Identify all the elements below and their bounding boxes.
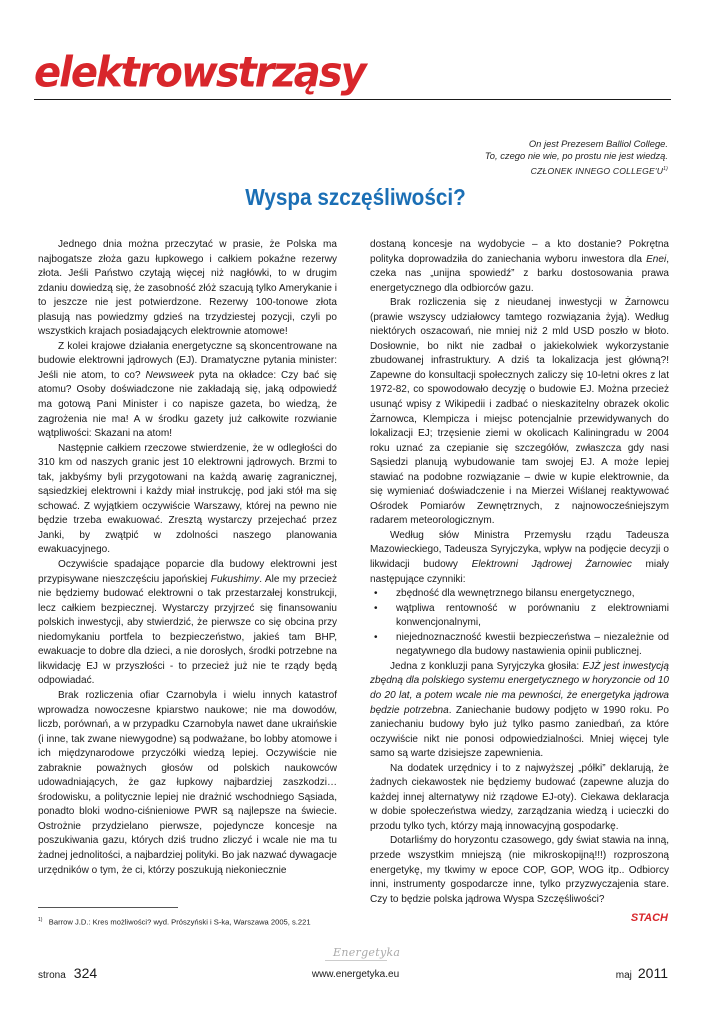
paragraph: Brak rozliczenia ofiar Czarnobyla i wielu innych katastrof wprowadza nowoczesne kpiarstwo naukowe; nie ma dowodów, liczb, porównań, a w przypadku Czarnobyla nawet dane ukraińskie (i inne, tak zwane niewygodne) są podważane, bo lobby atomowe i ich międzynarodowe przyczółki wiedzą lepiej. Oczywiście nie zabraknie poważnych głosów od polskich naukowców udowadniających, że gaz łupkowy najbardziej zaszkodzi… środowisku, a politycznie lepiej nie drażnić wschodniego Sąsiada, ponadto bloki wodno-ciśnieniowe PWR są najlepsze na świecie. Ostrożnie przydzielano pierwsze, pojedyncze koncesje na poszukiwania gazu, których dziś trudno zliczyć i wcale nie ma tu żadnej jednolitości, a najbardziej polityki. Bo jak nazwać dywagacje urzędników o tym, że ci, którzy poszukują niekoniecznie bbox=[38, 689, 337, 876]
bullet-icon: • bbox=[374, 631, 378, 643]
list-item: • wątpliwa rentowność w porównaniu z elektrowniami konwencjonalnymi, bbox=[374, 602, 669, 629]
paragraph: dostaną koncesje na wydobycie – a kto dostanie? Pokrętna polityka doprowadziła do zaniechania wyboru inwestora dla Enei, czeka nas „unijna spowiedź” z barku dostosowania prawa energetycznego dla odbiorców gazu. bbox=[370, 239, 669, 294]
magazine-section-logo: elektrowstrząsy bbox=[34, 48, 365, 98]
issue-month: maj bbox=[615, 970, 632, 981]
footer-logo-underline bbox=[325, 960, 387, 961]
footnote-number: 1) bbox=[38, 917, 43, 923]
epigraph-author-name: CZŁONEK INNEGO COLLEGE'U bbox=[530, 165, 664, 176]
emphasis: Newsweek bbox=[145, 369, 195, 381]
footnote-rule bbox=[38, 907, 178, 908]
author-signature: STACH bbox=[630, 912, 668, 924]
header-rule bbox=[34, 99, 671, 100]
article-title: Wyspa szczęśliwości? bbox=[245, 184, 466, 210]
paragraph: Brak rozliczenia się z nieudanej inwestycji w Żarnowcu (prawie wszyscy udziałowcy tamtego rozwiązania żyją). Według niektórych oszacowań, nie mniej niż 2 mld USD poszło w błoto. Dosłownie, bo nikt nie zadbał o jakiekolwiek wykorzystanie zbudowanej infrastruktury. A dziś ta lokalizacja jest główną?! Zapewne do konsultacji społecznych zaliczy się 10-letni okres z lat 1972-82, co spowodowało decyzję o budowie EJ. Można przecież usunąć wpisy z Wikipedii i zadbać o nieskazitelny obrazek okolic Żarnowca, Klempicza i miejsc potencjalnie przewidywanych do lokalizacji EJ; trzęsienie ziemi w okolicach Kaliningradu w 2004 roku uznać za czepianie się szczegółów, zwłaszcza gdy nasi Sąsiedzi planują wybudowanie tam swojej EJ. A może lepiej stawiać na podobne rozwiązanie – dwie w kupie elektrownie, da się wymieniać doświadczenie i na Mierzei Wiślanej reaktywować Ośrodek Pomiarów Zewnętrznych, z najnowocześniejszym radarem meteorologicznym. bbox=[370, 297, 669, 527]
paragraph: Według słów Ministra Przemysłu rządu Tadeusza Mazowieckiego, Tadeusza Syryjczyka, wpływ na podjęcie decyzji o likwidacji budowy Elektrowni Jądrowej Żarnowiec miały następujące czynniki: bbox=[370, 529, 669, 585]
issue-year: 2011 bbox=[637, 965, 668, 981]
factors-list bbox=[370, 587, 669, 660]
epigraph bbox=[485, 138, 668, 177]
paragraph: Na dodatek urzędnicy i to z najwyższej „półki” deklarują, że żadnych ciekawostek nie będziemy budować (zapewne aluzja do każdej innej alternatywy niż rządowe EJ-oty). Ciekawa deklaracja w dobie społeczeństwa wiedzy, zarządzania wiedzą i ucieczki do przodu tylko tych, którzy mają innowacyjną gospodarkę. bbox=[370, 762, 669, 832]
paragraph: Z kolei krajowe działania energetyczne są skoncentrowane na budowie elektrowni jądrowych (EJ). Dramatyczne pytania minister: Jeśli nie atom, to co? Newsweek pyta na okładce: Czy bać się atomu? Osoby doświadczone nie zakładają się, jaką odpowiedź ma gotową Pani Minister i co napisze gazeta, bo wiedzą, że zagrożenia nie ma! A w środku gazety już całkowite rozwianie wątpliwości: Skazani na atom! bbox=[38, 340, 338, 440]
bullet-icon: • bbox=[374, 602, 378, 614]
emphasis: Enei bbox=[646, 253, 667, 265]
paragraph: Jedna z konkluzji pana Syryjczyka głosiła: EJŻ jest inwestycją zbędną dla polskiego systemu energetycznego w horyzoncie od 10 do 20 lat, a potem wcale nie ma pewności, że energetyka jądrowa będzie potrzebna. Zaniechanie budowy podjęto w 1990 roku. Po zaniechaniu budowy było już tylko pasmo zaniedbań, za które oczywiście nikt nie ponosi odpowiedzialności. Mniej więcej tyle samo są warte dzisiejsze zapewnienia. bbox=[370, 660, 669, 760]
paragraph: Oczywiście spadające poparcie dla budowy elektrowni jest przypisywane nieszczęściu japońskiej Fukushimy. Ale my przecież nie będziemy budować elektrowni o tak przestarzałej konstrukcji, lecz całkiem bezpiecznej. Wystarczy przyjrzeć się finansowaniu polskich inwestycji, aby stwierdzić, że pierwsze co się obcina przy niedomykaniu portfela to bezpieczeństwo, jakieś tam BHP, ewakuacje to dobre dla dzieci, a nie dorosłych, środki potrzebne na likwidację EJ w przyszłości - to przecież już nie te rządy będą odpowiadać. bbox=[38, 559, 337, 687]
article-left-column bbox=[38, 238, 337, 878]
list-item: • niejednoznaczność kwestii bezpieczeństwa – niezależnie od negatywnego dla budowy nastawienia opinii publicznej. bbox=[374, 631, 669, 658]
paragraph: Następnie całkiem rzeczowe stwierdzenie, że w odległości do 310 km od naszych granic jest 10 elektrowni jądrowych. Brzmi to tak, jakbyśmy byli przygotowani na każdą awarię zagranicznej, sąsiedzkiej elektrowni i każdy miał instrukcję, pod jaki stół ma się schować. Z wyjątkiem oczywiście Warszawy, której na pewno nie będzie trzeba ewakuować. Zresztą wystarczy przejechać przez Janki, by zwątpić w zdolności naszego planowania ewakuacyjnego. bbox=[38, 442, 337, 556]
emphasis: Elektrowni Jądrowej Żarnowiec bbox=[471, 559, 632, 571]
emphasis: EJŻ jest inwestycją zbędną dla polskiego systemu energetycznego w horyzoncie od 10 do 20 lat, a potem wcale nie ma pewności, że energetyka jądrowa będzie potrzebna bbox=[370, 660, 669, 716]
footer-logo: Energetyka bbox=[333, 946, 401, 959]
footnote-text: Barrow J.D.: Kres możliwości? wyd. Prószyński i S-ka, Warszawa 2005, s.221 bbox=[48, 917, 311, 927]
paragraph: Dotarliśmy do horyzontu czasowego, gdy świat stawia na inną, przede wszystkim mniejszą (nie mikroskopijną!!!) rozproszoną energetykę, my tkwimy w epoce COP, GOP, WOG itp.. Odbiorcy inni, instrumenty gospodarcze inne, tylko przyzwyczajenia stare. Czy to będzie polska jądrowa Wyspa Szczęśliwości? bbox=[370, 835, 669, 905]
issue-date bbox=[616, 965, 668, 981]
page-label: strona bbox=[38, 970, 66, 981]
epigraph-author bbox=[485, 164, 668, 177]
article-right-column bbox=[370, 238, 669, 907]
emphasis: Fukushimy bbox=[210, 573, 260, 585]
website-link[interactable]: www.energetyka.eu bbox=[311, 969, 400, 980]
footnote bbox=[38, 917, 311, 927]
paragraph: Jednego dnia można przeczytać w prasie, że Polska ma najbogatsze złoża gazu łupkowego i całkiem pokaźne rezerwy złota. Jeśli Państwo czytają więcej niż nagłówki, to w drugim zdaniu dowiedzą się, że zasobność złóż szacują tylko Amerykanie i to jeszcze nie jest potwierdzone. Rezerwy 100-tonowe złota plasują nas powiedzmy gdzieś na trzydziestej pozycji, czyli po wszystkich krajach posiadających elektrownie atomowe! bbox=[38, 239, 337, 338]
epigraph-line-1: On jest Prezesem Balliol College. bbox=[528, 138, 668, 149]
epigraph-footnote-ref: 1) bbox=[663, 166, 668, 172]
page-number-value: 324 bbox=[73, 965, 98, 981]
bullet-icon: • bbox=[374, 588, 378, 600]
list-item: • zbędność dla wewnętrznego bilansu energetycznego, bbox=[370, 587, 669, 602]
epigraph-line-2: To, czego nie wie, po prostu nie jest wiedzą. bbox=[484, 149, 668, 161]
